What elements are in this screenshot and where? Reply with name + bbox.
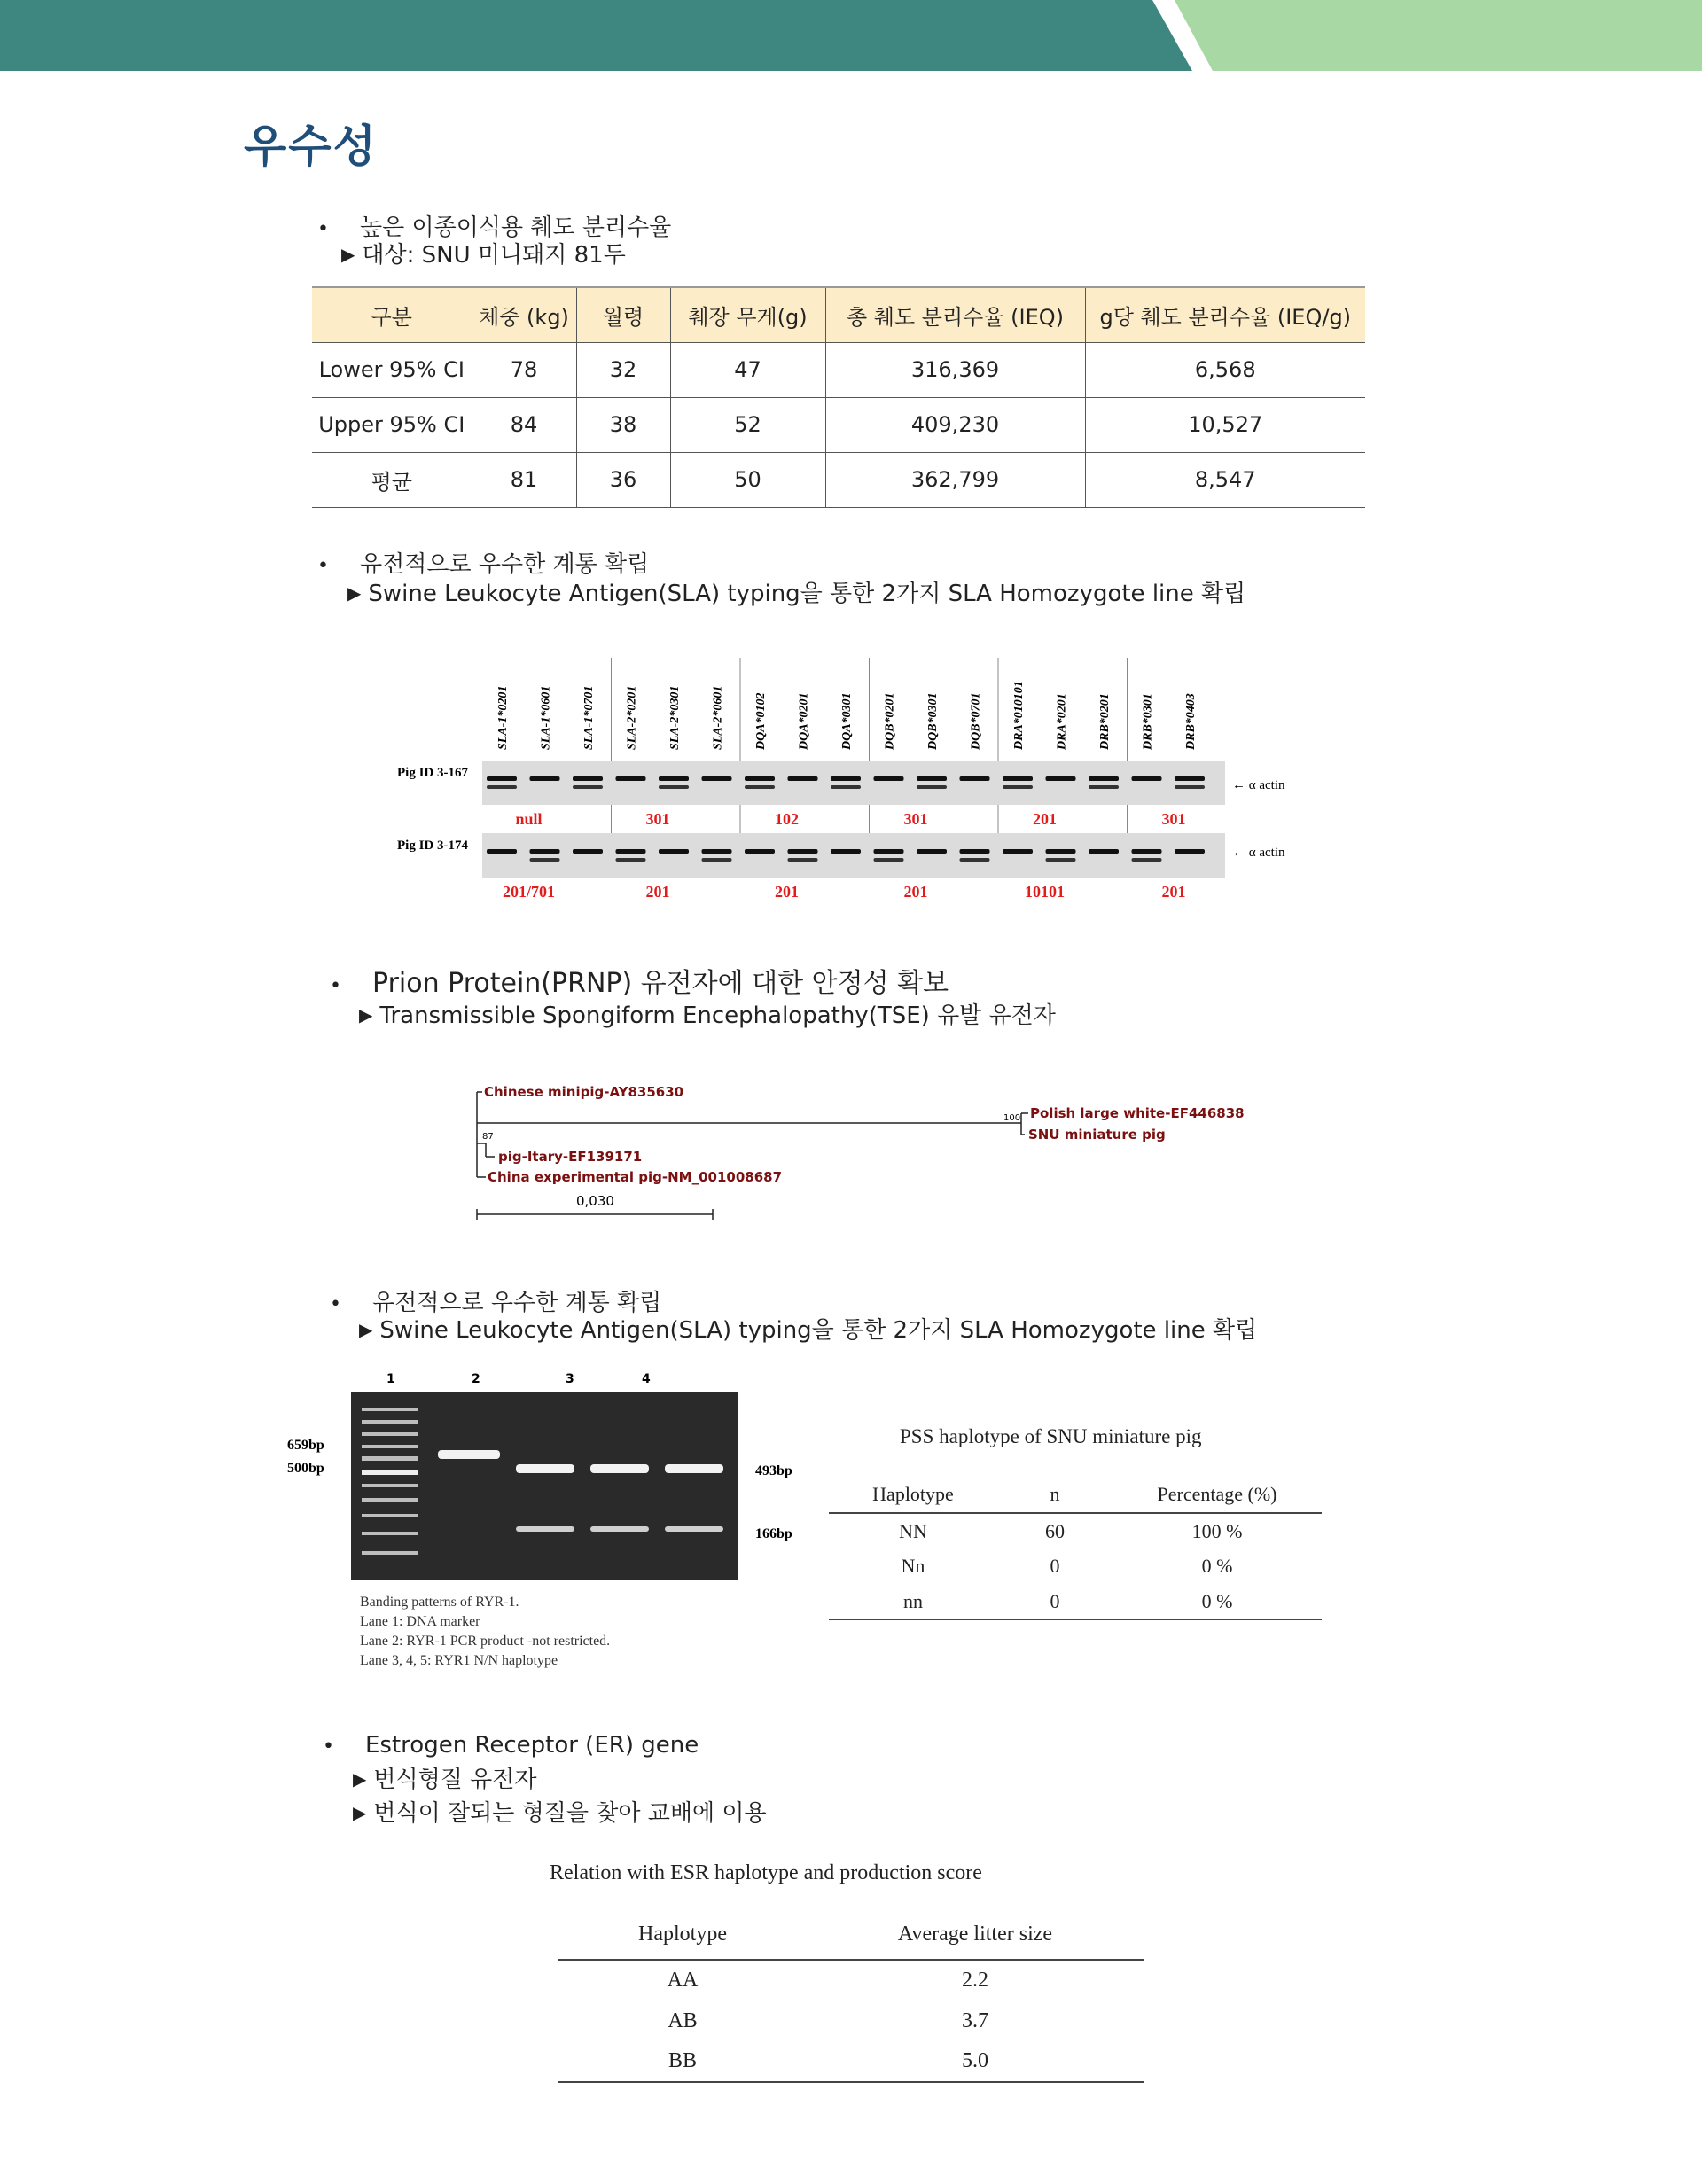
- gel-caption-line: Lane 1: DNA marker: [360, 1614, 480, 1629]
- table-cell: AB: [668, 2008, 698, 2032]
- table-cell: 50: [670, 452, 825, 507]
- gel-caption-line: Lane 2: RYR-1 PCR product -not restricted.: [360, 1634, 611, 1649]
- table-cell: 2.2: [962, 1969, 988, 1992]
- tree-taxon: China experimental pig-NM_001008687: [488, 1169, 783, 1185]
- gel-lane-number: 1: [386, 1372, 395, 1386]
- pss-haplotype-table: [829, 1476, 1322, 1620]
- table-row: [558, 1960, 1144, 2001]
- gel-haplotype-call: 201: [645, 883, 670, 901]
- table-row: [829, 1584, 1322, 1619]
- gel-haplotype-call: 201/701: [502, 883, 556, 901]
- gel-haplotype-call: 201: [1161, 883, 1186, 901]
- gel-band: [1003, 849, 1033, 854]
- table-cell: 0 %: [1201, 1555, 1233, 1577]
- header-band: [0, 0, 1702, 71]
- table-cell: 81: [472, 452, 576, 507]
- table-cell: 38: [576, 397, 670, 452]
- table-cell: 47: [670, 342, 825, 397]
- gel-marker-label: 500bp: [287, 1461, 324, 1476]
- gel-band: [960, 776, 990, 781]
- section4-sub-text: Swine Leukocyte Antigen(SLA) typing을 통한 2가지 SLA Homozygote line 확립: [379, 1317, 1258, 1344]
- gel-band: [659, 849, 689, 854]
- table-cell: 6,568: [1085, 342, 1365, 397]
- table-cell: AA: [667, 1969, 699, 1992]
- tree-bootstrap: 87: [482, 1132, 494, 1142]
- gel-band: [831, 785, 861, 789]
- gel-haplotype-call: 301: [1161, 810, 1186, 828]
- triangle-icon: ▶: [353, 1768, 367, 1790]
- tree-taxon: Chinese minipig-AY835630: [484, 1084, 684, 1100]
- gel-haplotype-call: 201: [1033, 810, 1057, 828]
- gel-band: [745, 849, 775, 854]
- gel-row1-label: Pig ID 3-167: [397, 766, 468, 780]
- gel-band: [616, 849, 646, 854]
- gel-band: [516, 1464, 574, 1473]
- gel-band: [590, 1526, 649, 1532]
- table-row: [558, 2001, 1144, 2041]
- gel-marker-label: 166bp: [755, 1526, 792, 1541]
- gel-haplotype-call: null: [515, 810, 543, 828]
- gel-band: [831, 776, 861, 781]
- table-cell: Upper 95% CI: [312, 397, 472, 452]
- gel-haplotype-call: 301: [903, 810, 928, 828]
- section1-bullet: • 높은 이종이식용 췌도 분리수율: [317, 214, 672, 241]
- table-header: 구분: [312, 287, 472, 342]
- gel-band: [616, 858, 646, 862]
- section1-sub-text: 대상: SNU 미니돼지 81두: [362, 242, 626, 269]
- triangle-icon: ▶: [353, 1802, 367, 1823]
- gel-lane-label: DRB*0201: [1098, 693, 1112, 750]
- table-row: [312, 452, 1365, 507]
- table-header-row: [312, 287, 1365, 342]
- gel-band: [487, 849, 517, 854]
- gel-band: [702, 858, 732, 862]
- table-cell: 0: [1050, 1555, 1060, 1577]
- gel-row2-background: [482, 833, 1225, 878]
- gel-band: [745, 776, 775, 781]
- table-cell: 316,369: [825, 342, 1085, 397]
- gel-lane-number: 4: [642, 1372, 651, 1386]
- gel-band: [960, 858, 990, 862]
- gel-band: [530, 776, 560, 781]
- table-cell: 8,547: [1085, 452, 1365, 507]
- gel-band: [530, 858, 560, 862]
- table-header-row: [558, 1910, 1144, 1960]
- triangle-icon: ▶: [359, 1319, 373, 1340]
- gel-band: [788, 776, 818, 781]
- gel-lane-label: DRA*010101: [1012, 681, 1026, 750]
- gel-lane-label: DQA*0102: [754, 692, 768, 750]
- gel-lane-label: DQB*0701: [969, 692, 983, 750]
- table-header: Haplotype: [829, 1476, 997, 1513]
- gel-band: [516, 1526, 574, 1532]
- section5-sub2: [353, 1799, 767, 1827]
- gel-band: [917, 849, 947, 854]
- table-row: [312, 397, 1365, 452]
- table-cell: NN: [899, 1519, 927, 1542]
- table-row: [829, 1548, 1322, 1584]
- table-cell: 362,799: [825, 452, 1085, 507]
- gel-marker-label: 493bp: [755, 1463, 792, 1478]
- gel-band: [573, 785, 603, 789]
- gel-lane-label: SLA-1*0601: [539, 685, 553, 750]
- tree-scale-label: 0,030: [576, 1193, 614, 1209]
- gel-haplotype-call: 201: [775, 883, 799, 901]
- pss-table-title: PSS haplotype of SNU miniature pig: [900, 1425, 1202, 1447]
- gel-band: [917, 776, 947, 781]
- section5-bullet-text: Estrogen Receptor (ER) gene: [365, 1732, 699, 1759]
- table-header: n: [997, 1476, 1113, 1513]
- gel-band: [1003, 785, 1033, 789]
- section5-bullet: • Estrogen Receptor (ER) gene: [323, 1732, 699, 1759]
- gel-band: [702, 776, 732, 781]
- table-row: [829, 1513, 1322, 1548]
- triangle-icon: ▶: [359, 1004, 373, 1026]
- gel-row1-background: [482, 760, 1225, 805]
- table-cell: 0 %: [1113, 1584, 1322, 1619]
- table-cell: 409,230: [825, 397, 1085, 452]
- tree-taxon: Polish large white-EF446838: [1030, 1105, 1245, 1121]
- gel-lane-label: SLA-1*0201: [496, 685, 510, 750]
- table-cell: 60: [1045, 1519, 1065, 1542]
- gel-row2-label: Pig ID 3-174: [397, 838, 468, 853]
- gel-lane-label: SLA-2*0201: [625, 685, 639, 750]
- table-cell: 84: [472, 397, 576, 452]
- gel-lane-label: DRB*0301: [1141, 693, 1155, 750]
- gel-lane-label: DQB*0301: [926, 692, 940, 750]
- gel-caption-line: Banding patterns of RYR-1.: [360, 1595, 519, 1610]
- gel-band: [616, 776, 646, 781]
- table-cell: Nn: [901, 1555, 925, 1577]
- table-row: [312, 342, 1365, 397]
- table-header: 총 췌도 분리수율 (IEQ): [825, 287, 1085, 342]
- gel-band: [573, 776, 603, 781]
- gel-band: [530, 849, 560, 854]
- gel-haplotype-call: 102: [775, 810, 799, 828]
- section2-sub-text: Swine Leukocyte Antigen(SLA) typing을 통한 2가지 SLA Homozygote line 확립: [368, 581, 1246, 607]
- gel-lane-label: DQA*0201: [797, 692, 811, 750]
- table-cell: 78: [472, 342, 576, 397]
- gel-band: [665, 1464, 723, 1473]
- section4-bullet-text: 유전적으로 우수한 계통 확립: [372, 1290, 662, 1316]
- table-row: [558, 2041, 1144, 2082]
- gel-band: [1046, 849, 1076, 854]
- ryr1-gel-image: [284, 1365, 816, 1684]
- tree-taxon: pig-Itary-EF139171: [498, 1149, 643, 1165]
- section5-sub1: [353, 1766, 536, 1793]
- esr-haplotype-table: [558, 1910, 1144, 2083]
- table-header: 체중 (kg): [472, 287, 576, 342]
- table-cell: 52: [670, 397, 825, 452]
- gel-band: [1132, 858, 1162, 862]
- gel-band: [665, 1526, 723, 1532]
- section1-sub: [341, 241, 626, 269]
- gel-haplotype-call: 10101: [1025, 883, 1065, 901]
- gel-lane-label: SLA-1*0701: [582, 685, 596, 750]
- gel-lane-label: DRB*0403: [1184, 693, 1198, 750]
- gel-lane-number: 3: [566, 1372, 574, 1386]
- section3-sub-text: Transmissible Spongiform Encephalopathy(TSE) 유발 유전자: [379, 1002, 1056, 1029]
- sla-gel-image: [390, 654, 1285, 902]
- gel-band: [960, 849, 990, 854]
- gel-band: [874, 849, 904, 854]
- gel-band: [1046, 776, 1076, 781]
- tree-taxon: SNU miniature pig: [1028, 1127, 1166, 1143]
- gel-band: [874, 858, 904, 862]
- gel-band: [659, 776, 689, 781]
- gel-lane-label: DQA*0301: [840, 692, 854, 750]
- gel-band: [1046, 858, 1076, 862]
- header-band-green: [1175, 0, 1702, 71]
- prnp-phylogenetic-tree: [461, 1072, 1259, 1232]
- gel-band: [1175, 849, 1205, 854]
- gel-band: [1089, 776, 1119, 781]
- gel-band: [917, 785, 947, 789]
- gel-band: [788, 849, 818, 854]
- section2-bullet: • 유전적으로 우수한 계통 확립: [317, 551, 650, 578]
- gel-marker-label: 659bp: [287, 1438, 324, 1453]
- section3-bullet: • Prion Protein(PRNP) 유전자에 대한 안정성 확보: [330, 968, 949, 999]
- table-cell: 5.0: [807, 2041, 1144, 2082]
- table-cell: 32: [576, 342, 670, 397]
- table-header: 췌장 무게(g): [670, 287, 825, 342]
- gel-lane-label: SLA-2*0301: [668, 685, 682, 750]
- table-cell: nn: [829, 1584, 997, 1619]
- table-cell: 평균: [312, 452, 472, 507]
- section3-bullet-text: Prion Protein(PRNP) 유전자에 대한 안정성 확보: [372, 968, 949, 999]
- triangle-icon: ▶: [347, 582, 362, 604]
- gel-haplotype-call: 201: [903, 883, 928, 901]
- gel-lane-label: DQB*0201: [883, 692, 897, 750]
- gel-row1-actin: ← α actin: [1232, 778, 1285, 792]
- table-cell: 100 %: [1191, 1519, 1243, 1542]
- triangle-icon: ▶: [341, 244, 355, 265]
- gel-lane-number: 2: [472, 1372, 480, 1386]
- gel-band: [438, 1450, 500, 1459]
- gel-band: [831, 849, 861, 854]
- islet-yield-table: [312, 286, 1365, 508]
- table-cell: 36: [576, 452, 670, 507]
- gel-lane-label: DRA*0201: [1055, 693, 1069, 750]
- table-header: Haplotype: [558, 1910, 807, 1960]
- gel-band: [659, 785, 689, 789]
- gel-band: [1132, 776, 1162, 781]
- table-cell: Lower 95% CI: [312, 342, 472, 397]
- gel-band: [1003, 776, 1033, 781]
- section2-bullet-text: 유전적으로 우수한 계통 확립: [360, 551, 650, 578]
- table-cell: BB: [558, 2041, 807, 2082]
- tree-bootstrap: 100: [1003, 1113, 1021, 1123]
- section3-sub: [359, 1002, 1056, 1029]
- gel-row2-actin: ← α actin: [1232, 846, 1285, 860]
- table-cell: 3.7: [962, 2008, 988, 2032]
- gel-band: [1132, 849, 1162, 854]
- section4-bullet: • 유전적으로 우수한 계통 확립: [330, 1290, 662, 1316]
- gel-band: [1175, 776, 1205, 781]
- gel-band: [590, 1464, 649, 1473]
- section2-sub: [347, 580, 1245, 607]
- table-header: g당 췌도 분리수율 (IEQ/g): [1085, 287, 1365, 342]
- table-cell: 10,527: [1085, 397, 1365, 452]
- gel-band: [1089, 849, 1119, 854]
- table-header: Percentage (%): [1113, 1476, 1322, 1513]
- table-cell: 0: [997, 1584, 1113, 1619]
- gel-band: [745, 785, 775, 789]
- gel-band: [874, 776, 904, 781]
- page-title: 우수성: [244, 121, 378, 172]
- section5-sub1-text: 번식형질 유전자: [373, 1767, 537, 1793]
- gel-lane-label: SLA-2*0601: [711, 685, 725, 750]
- gel-band: [1175, 785, 1205, 789]
- table-header-row: [829, 1476, 1322, 1513]
- gel-band: [573, 849, 603, 854]
- section1-bullet-text: 높은 이종이식용 췌도 분리수율: [360, 214, 672, 241]
- gel-band: [1089, 785, 1119, 789]
- gel-band: [702, 849, 732, 854]
- gel-caption-line: Lane 3, 4, 5: RYR1 N/N haplotype: [360, 1653, 558, 1668]
- gel-band: [487, 776, 517, 781]
- gel-haplotype-call: 301: [645, 810, 670, 828]
- esr-table-title: Relation with ESR haplotype and production score: [550, 1861, 982, 1884]
- table-header: Average litter size: [807, 1910, 1144, 1960]
- table-header: 월령: [576, 287, 670, 342]
- section4-sub: [359, 1316, 1257, 1344]
- gel-band: [487, 785, 517, 789]
- gel-band: [788, 858, 818, 862]
- section5-sub2-text: 번식이 잘되는 형질을 찾아 교배에 이용: [373, 1800, 767, 1827]
